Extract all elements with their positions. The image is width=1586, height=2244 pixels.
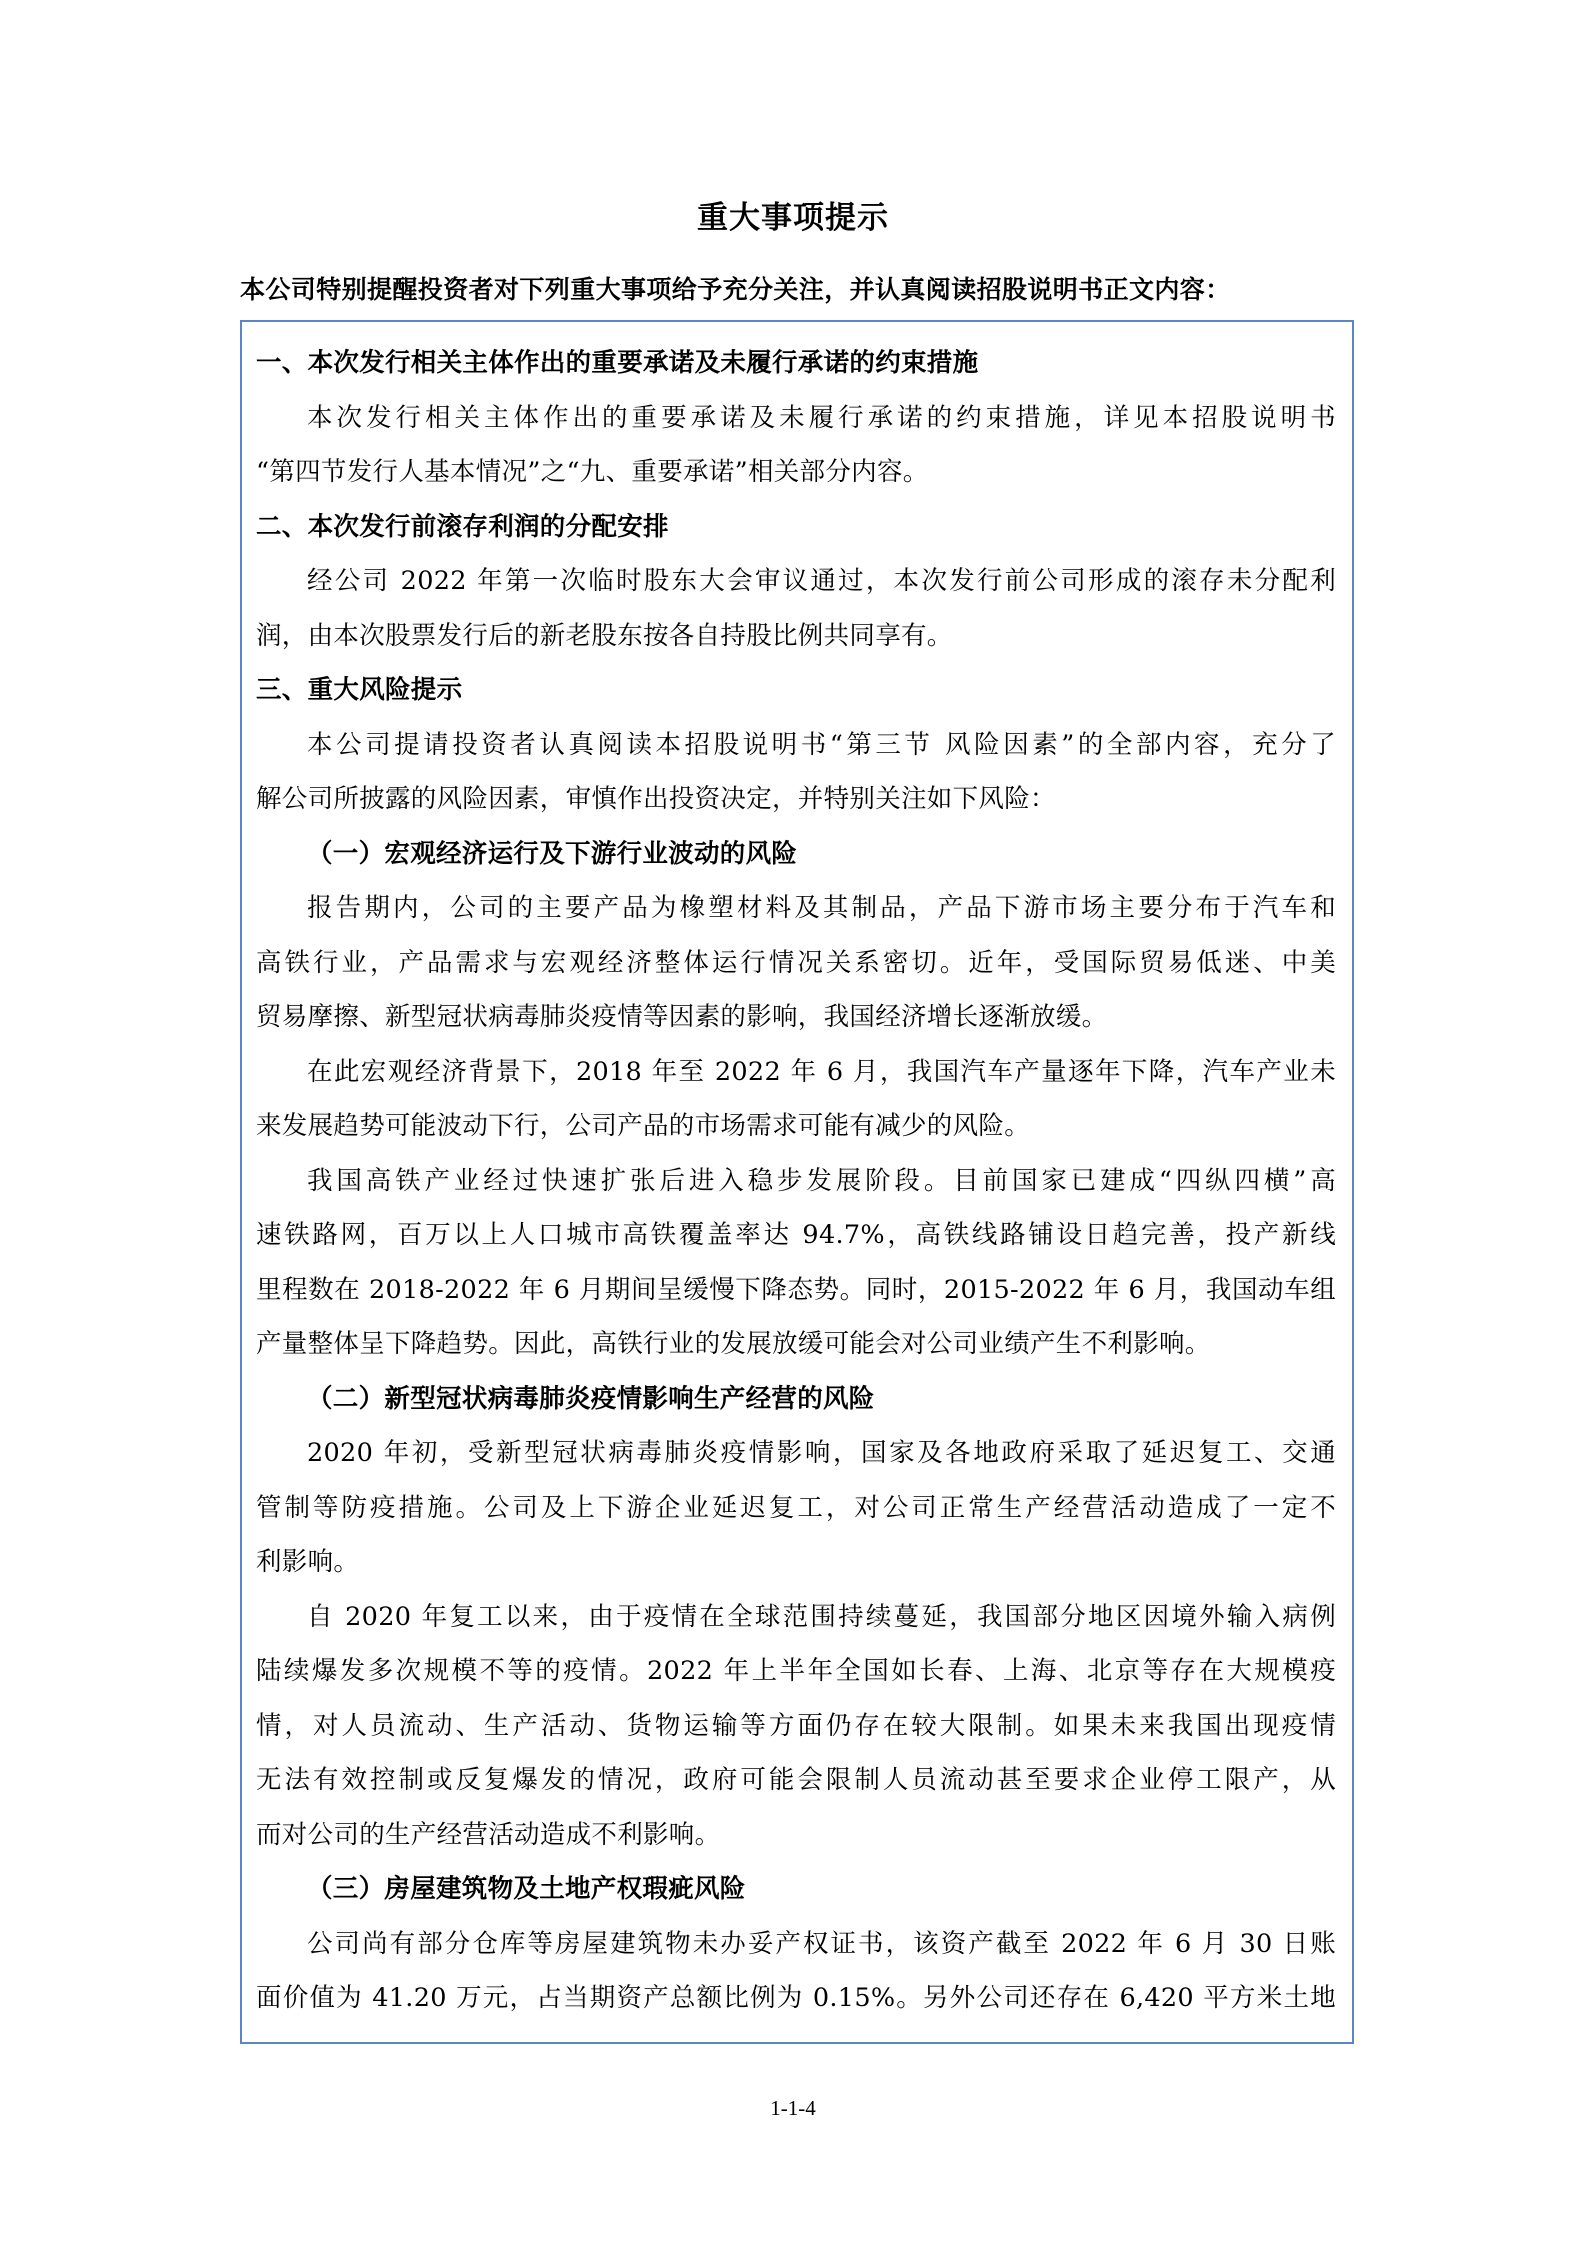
paragraph-line: 我国高铁产业经过快速扩张后进入稳步发展阶段。目前国家已建成“四纵四横”高 <box>307 1165 1336 1196</box>
paragraph-line: 自 2020 年复工以来，由于疫情在全球范围持续蔓延，我国部分地区因境外输入病例 <box>307 1601 1336 1632</box>
subsection-heading: （一）宏观经济运行及下游行业波动的风险 <box>307 838 798 869</box>
paragraph-line: 润，由本次股票发行后的新老股东按各自持股比例共同享有。 <box>256 620 953 651</box>
subsection-heading: （三）房屋建筑物及土地产权瑕疵风险 <box>307 1874 746 1904</box>
paragraph-line: 管制等防疫措施。公司及上下游企业延迟复工，对公司正常生产经营活动造成了一定不 <box>256 1492 1336 1523</box>
paragraph-line: 公司尚有部分仓库等房屋建筑物未办妥产权证书，该资产截至 2022 年 6 月 30 日账 <box>307 1928 1336 1959</box>
paragraph-line: 而对公司的生产经营活动造成不利影响。 <box>256 1819 721 1850</box>
paragraph-line: 利影响。 <box>256 1547 360 1577</box>
paragraph-line: 2020 年初，受新型冠状病毒肺炎疫情影响，国家及各地政府采取了延迟复工、交通 <box>307 1438 1336 1468</box>
paragraph-line: 解公司所披露的风险因素，审慎作出投资决定，并特别关注如下风险： <box>256 784 1056 814</box>
section-heading: 二、本次发行前滚存利润的分配安排 <box>256 511 669 542</box>
paragraph-line: 在此宏观经济背景下，2018 年至 2022 年 6 月，我国汽车产量逐年下降，汽车产业未 <box>307 1056 1336 1087</box>
content-box <box>240 320 1354 2044</box>
section-heading: 一、本次发行相关主体作出的重要承诺及未履行承诺的约束措施 <box>256 348 979 378</box>
paragraph-line: 高铁行业，产品需求与宏观经济整体运行情况关系密切。近年，受国际贸易低迷、中美 <box>256 947 1336 978</box>
paragraph-line: 速铁路网，百万以上人口城市高铁覆盖率达 94.7%，高铁线路铺设日趋完善，投产新线 <box>256 1220 1336 1250</box>
page-title: 重大事项提示 <box>697 200 889 236</box>
page-number: 1-1-4 <box>770 2096 816 2120</box>
intro-statement: 本公司特别提醒投资者对下列重大事项给予充分关注，并认真阅读招股说明书正文内容： <box>240 275 1231 304</box>
paragraph-line: 面价值为 41.20 万元，占当期资产总额比例为 0.15%。另外公司还存在 6,420 平方米土地 <box>256 1983 1336 2013</box>
paragraph-line: 陆续爆发多次规模不等的疫情。2022 年上半年全国如长春、上海、北京等存在大规模疫 <box>256 1656 1336 1686</box>
paragraph-line: 里程数在 2018-2022 年 6 月期间呈缓慢下降态势。同时，2015-2022 年 6 月，我国动车组 <box>256 1274 1336 1305</box>
section-heading: 三、重大风险提示 <box>256 675 463 705</box>
paragraph-line: 本公司提请投资者认真阅读本招股说明书“第三节 风险因素”的全部内容，充分了 <box>307 729 1336 760</box>
paragraph-line: 产量整体呈下降趋势。因此，高铁行业的发展放缓可能会对公司业绩产生不利影响。 <box>256 1329 1211 1359</box>
paragraph-line: 贸易摩擦、新型冠状病毒肺炎疫情等因素的影响，我国经济增长逐渐放缓。 <box>256 1002 1108 1032</box>
paragraph-line: “第四节发行人基本情况”之“九、重要承诺”相关部分内容。 <box>256 457 929 487</box>
paragraph-line: 报告期内，公司的主要产品为橡塑材料及其制品，产品下游市场主要分布于汽车和 <box>307 893 1336 923</box>
paragraph-line: 经公司 2022 年第一次临时股东大会审议通过，本次发行前公司形成的滚存未分配利 <box>307 566 1336 596</box>
subsection-heading: （二）新型冠状病毒肺炎疫情影响生产经营的风险 <box>307 1383 875 1414</box>
paragraph-line: 情，对人员流动、生产活动、货物运输等方面仍存在较大限制。如果未来我国出现疫情 <box>256 1710 1336 1741</box>
paragraph-line: 来发展趋势可能波动下行，公司产品的市场需求可能有减少的风险。 <box>256 1111 1031 1141</box>
paragraph-line: 本次发行相关主体作出的重要承诺及未履行承诺的约束措施，详见本招股说明书 <box>307 402 1336 433</box>
paragraph-line: 无法有效控制或反复爆发的情况，政府可能会限制人员流动甚至要求企业停工限产，从 <box>256 1765 1336 1795</box>
